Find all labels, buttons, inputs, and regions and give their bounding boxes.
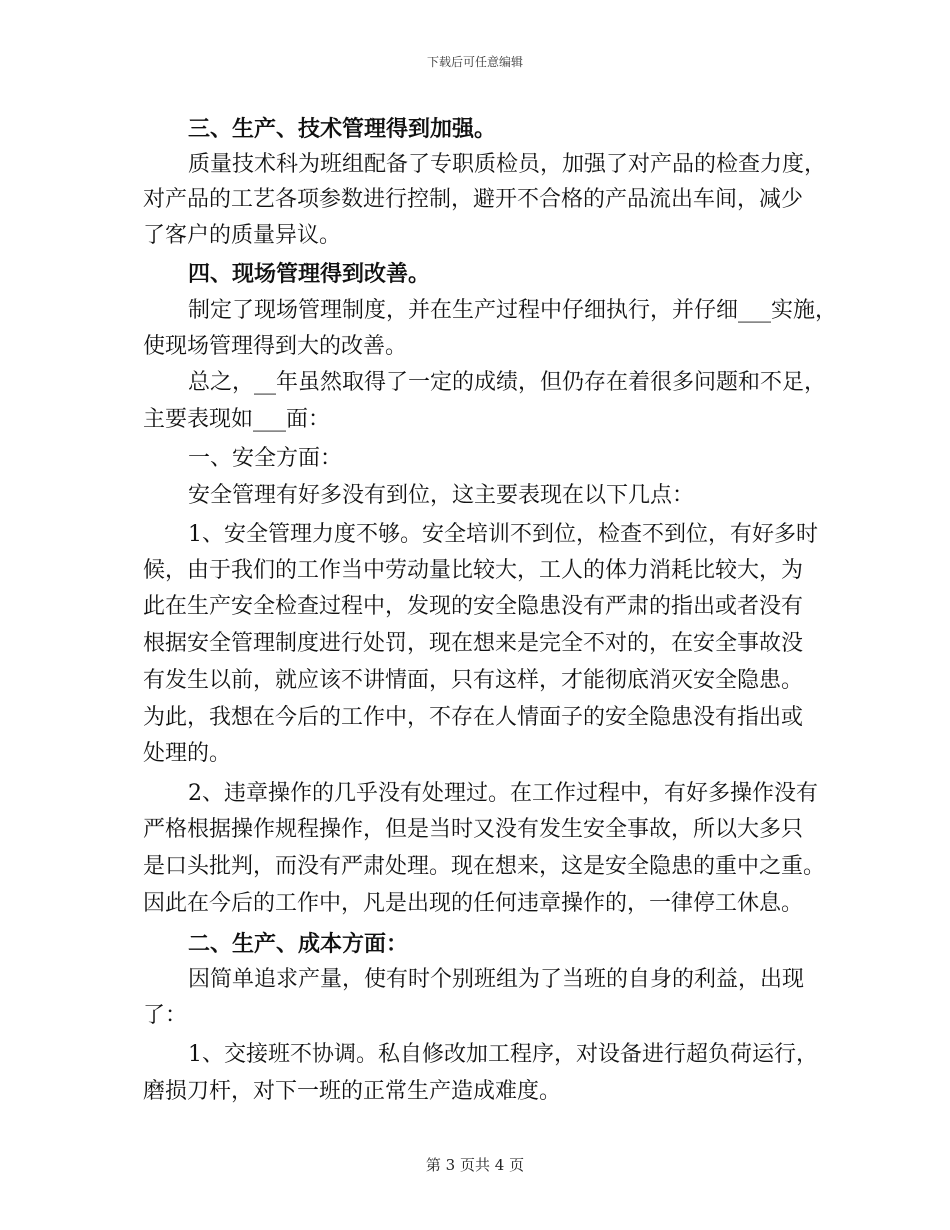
paragraph-line: 2、违章操作的几乎没有处理过。在工作过程中，有好多操作没有 <box>188 781 818 806</box>
paragraph-line: 处理的。 <box>143 741 232 766</box>
subheading-production-cost: 二、生产、成本方面： <box>188 931 409 957</box>
paragraph-line: 有发生以前，就应该不讲情面，只有这样，才能彻底消灭安全隐患。 <box>143 668 804 693</box>
paragraph-line: 安全管理有好多没有到位，这主要表现在以下几点： <box>188 483 695 508</box>
paragraph-line: 主要表现如___面： <box>143 407 331 432</box>
paragraph-line: 使现场管理得到大的改善。 <box>143 334 408 359</box>
paragraph-line: 对产品的工艺各项参数进行控制，避开不合格的产品流出车间，减少 <box>143 187 804 212</box>
paragraph-line: 因此在今后的工作中，凡是出现的任何违章操作的，一律停工休息。 <box>143 891 804 916</box>
section-heading-production-tech: 三、生产、技术管理得到加强。 <box>188 116 497 142</box>
paragraph-line: 了客户的质量异议。 <box>143 223 342 248</box>
paragraph-line: 严格根据操作规程操作，但是当时又没有发生安全事故，所以大多只 <box>143 817 804 842</box>
paragraph-line: 制定了现场管理制度，并在生产过程中仔细执行，并仔细___实施， <box>188 298 838 323</box>
subheading-safety: 一、安全方面： <box>188 446 343 471</box>
paragraph-line: 为此，我想在今后的工作中，不存在人情面子的安全隐患没有指出或 <box>143 705 804 730</box>
paragraph-line: 1、安全管理力度不够。安全培训不到位，检查不到位，有好多时 <box>188 522 818 547</box>
paragraph-line: 了： <box>143 1003 188 1028</box>
paragraph-line: 此在生产安全检查过程中，发现的安全隐患没有严肃的指出或者没有 <box>143 594 804 619</box>
paragraph-line: 1、交接班不协调。私自修改加工程序，对设备进行超负荷运行， <box>188 1042 818 1067</box>
paragraph-line: 磨损刀杆，对下一班的正常生产造成难度。 <box>143 1079 562 1104</box>
paragraph-line: 候，由于我们的工作当中劳动量比较大，工人的体力消耗比较大，为 <box>143 558 804 583</box>
section-heading-site-management: 四、现场管理得到改善。 <box>188 261 431 287</box>
page-header: 下载后可任意编辑 <box>426 55 523 69</box>
paragraph-line: 根据安全管理制度进行处罚，现在想来是完全不对的，在安全事故没 <box>143 631 804 656</box>
paragraph-line: 因简单追求产量，使有时个别班组为了当班的自身的利益，出现 <box>188 967 805 992</box>
paragraph-line: 质量技术科为班组配备了专职质检员，加强了对产品的检查力度， <box>188 152 827 177</box>
paragraph-line: 是口头批判，而没有严肃处理。现在想来，这是安全隐患的重中之重。 <box>143 854 826 879</box>
paragraph-line: 总之，__年虽然取得了一定的成绩，但仍存在着很多问题和不足， <box>188 370 827 395</box>
page-footer: 第 3 页共 4 页 <box>425 1156 525 1174</box>
